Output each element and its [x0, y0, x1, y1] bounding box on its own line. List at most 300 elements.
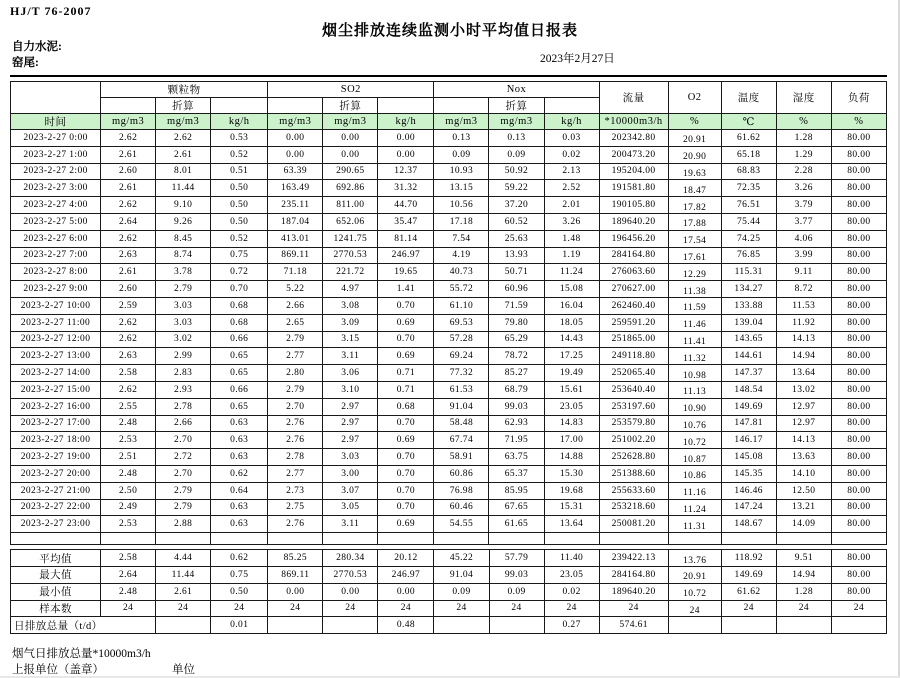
unit-label: 单位 — [172, 664, 195, 676]
value-cell: 11.24 — [544, 264, 599, 281]
time-cell: 2023-2-27 14:00 — [11, 365, 101, 382]
value-cell: 2.63 — [101, 247, 156, 264]
time-cell: 2023-2-27 20:00 — [11, 465, 101, 482]
value-cell: 4.06 — [776, 230, 831, 247]
time-cell: 2023-2-27 6:00 — [11, 230, 101, 247]
blank-cell — [323, 533, 378, 545]
summary-value-cell: 0.00 — [378, 583, 434, 600]
time-cell: 2023-2-27 9:00 — [11, 281, 101, 298]
value-cell: 80.00 — [831, 297, 886, 314]
value-cell: 2.65 — [268, 314, 323, 331]
empty-subheader — [211, 98, 268, 114]
value-cell: 71.18 — [268, 264, 323, 281]
value-cell: 2.97 — [323, 432, 378, 449]
value-cell: 80.00 — [831, 465, 886, 482]
value-cell: 221.72 — [323, 264, 378, 281]
value-cell: 147.24 — [721, 499, 776, 516]
value-cell: 2.59 — [101, 297, 156, 314]
value-cell: 4.97 — [323, 281, 378, 298]
value-cell: 63.39 — [268, 163, 323, 180]
value-cell: 1241.75 — [323, 230, 378, 247]
value-cell: 17.18 — [434, 213, 489, 230]
value-cell: 8.72 — [776, 281, 831, 298]
value-cell: 2.93 — [156, 381, 211, 398]
daily-total-cell — [831, 617, 886, 634]
value-cell: 14.10 — [776, 465, 831, 482]
summary-value-cell: 23.05 — [544, 566, 599, 583]
summary-value-cell: 13.76 — [668, 550, 721, 567]
value-cell: 869.11 — [268, 247, 323, 264]
value-cell: 0.53 — [211, 130, 268, 147]
summary-value-cell: 246.97 — [378, 566, 434, 583]
value-cell: 11.44 — [156, 180, 211, 197]
data-row — [11, 314, 887, 331]
value-cell: 3.02 — [156, 331, 211, 348]
value-cell: 9.10 — [156, 197, 211, 214]
value-cell: 0.69 — [378, 516, 434, 533]
value-cell: 3.26 — [544, 213, 599, 230]
summary-value-cell: 1.28 — [776, 583, 831, 600]
unit-cell: kg/h — [544, 114, 599, 130]
blank-cell — [668, 533, 721, 545]
header-o2: O2 — [668, 82, 721, 114]
summary-value-cell: 24 — [489, 600, 544, 617]
value-cell: 0.70 — [378, 482, 434, 499]
summary-label: 最小值 — [11, 583, 101, 600]
report-unit-label: 上报单位（盖章） — [12, 664, 104, 676]
value-cell: 62.93 — [489, 415, 544, 432]
summary-value-cell: 24 — [268, 600, 323, 617]
unit-cell: ℃ — [721, 114, 776, 130]
value-cell: 0.68 — [211, 314, 268, 331]
value-cell: 2.76 — [268, 516, 323, 533]
value-cell: 253579.80 — [599, 415, 668, 432]
value-cell: 81.14 — [378, 230, 434, 247]
value-cell: 31.32 — [378, 180, 434, 197]
value-cell: 12.29 — [668, 264, 721, 281]
summary-value-cell: 24 — [721, 600, 776, 617]
value-cell: 145.08 — [721, 449, 776, 466]
value-cell: 3.11 — [323, 516, 378, 533]
value-cell: 284164.80 — [599, 247, 668, 264]
daily-total-cell — [668, 617, 721, 634]
unit-cell: mg/m3 — [489, 114, 544, 130]
value-cell: 10.87 — [668, 449, 721, 466]
value-cell: 80.00 — [831, 230, 886, 247]
value-cell: 0.00 — [378, 130, 434, 147]
value-cell: 0.50 — [211, 180, 268, 197]
converted-subheader-pm: 折算 — [156, 98, 211, 114]
value-cell: 1.19 — [544, 247, 599, 264]
value-cell: 99.03 — [489, 398, 544, 415]
value-cell: 71.95 — [489, 432, 544, 449]
summary-row — [11, 600, 887, 617]
value-cell: 14.13 — [776, 432, 831, 449]
value-cell: 0.00 — [323, 146, 378, 163]
value-cell: 67.65 — [489, 499, 544, 516]
value-cell: 0.69 — [378, 314, 434, 331]
data-row — [11, 163, 887, 180]
value-cell: 80.00 — [831, 247, 886, 264]
value-cell: 60.52 — [489, 213, 544, 230]
value-cell: 10.56 — [434, 197, 489, 214]
value-cell: 3.06 — [323, 365, 378, 382]
value-cell: 80.00 — [831, 348, 886, 365]
value-cell: 91.04 — [434, 398, 489, 415]
value-cell: 134.27 — [721, 281, 776, 298]
value-cell: 0.70 — [378, 331, 434, 348]
summary-row — [11, 566, 887, 583]
value-cell: 1.41 — [378, 281, 434, 298]
blank-cell — [211, 533, 268, 545]
value-cell: 61.62 — [721, 130, 776, 147]
value-cell: 147.81 — [721, 415, 776, 432]
value-cell: 15.30 — [544, 465, 599, 482]
value-cell: 0.69 — [378, 348, 434, 365]
value-cell: 10.76 — [668, 415, 721, 432]
value-cell: 54.55 — [434, 516, 489, 533]
value-cell: 2.75 — [268, 499, 323, 516]
daily-total-cell: 0.01 — [211, 617, 268, 634]
value-cell: 68.79 — [489, 381, 544, 398]
value-cell: 58.48 — [434, 415, 489, 432]
value-cell: 14.09 — [776, 516, 831, 533]
standard-code: HJ/T 76-2007 — [10, 4, 92, 18]
value-cell: 23.05 — [544, 398, 599, 415]
value-cell: 60.96 — [489, 281, 544, 298]
value-cell: 13.21 — [776, 499, 831, 516]
value-cell: 10.86 — [668, 465, 721, 482]
value-cell: 25.63 — [489, 230, 544, 247]
value-cell: 0.71 — [378, 381, 434, 398]
blank-cell — [378, 533, 434, 545]
value-cell: 148.67 — [721, 516, 776, 533]
value-cell: 2.79 — [156, 281, 211, 298]
value-cell: 0.62 — [211, 465, 268, 482]
converted-subheader-nox: 折算 — [489, 98, 544, 114]
data-row — [11, 415, 887, 432]
value-cell: 0.52 — [211, 230, 268, 247]
value-cell: 12.97 — [776, 398, 831, 415]
time-cell: 2023-2-27 7:00 — [11, 247, 101, 264]
data-row — [11, 381, 887, 398]
value-cell: 80.00 — [831, 516, 886, 533]
value-cell: 2.60 — [101, 281, 156, 298]
value-cell: 13.02 — [776, 381, 831, 398]
value-cell: 2.78 — [156, 398, 211, 415]
value-cell: 2.48 — [101, 465, 156, 482]
value-cell: 251002.20 — [599, 432, 668, 449]
time-cell: 2023-2-27 3:00 — [11, 180, 101, 197]
value-cell: 19.65 — [378, 264, 434, 281]
summary-value-cell: 45.22 — [434, 550, 489, 567]
empty-subheader — [101, 98, 156, 114]
time-cell: 2023-2-27 5:00 — [11, 213, 101, 230]
value-cell: 3.05 — [323, 499, 378, 516]
value-cell: 11.41 — [668, 331, 721, 348]
value-cell: 2.70 — [156, 432, 211, 449]
value-cell: 652.06 — [323, 213, 378, 230]
unit-cell: mg/m3 — [101, 114, 156, 130]
summary-value-cell: 2.48 — [101, 583, 156, 600]
blank-cell — [101, 533, 156, 545]
flue-gas-total-note: 烟气日排放总量*10000m3/h — [12, 648, 151, 660]
value-cell: 14.94 — [776, 348, 831, 365]
data-row — [11, 297, 887, 314]
value-cell: 262460.40 — [599, 297, 668, 314]
empty-subheader — [378, 98, 434, 114]
value-cell: 79.80 — [489, 314, 544, 331]
daily-total-row — [11, 617, 887, 634]
value-cell: 290.65 — [323, 163, 378, 180]
value-cell: 75.44 — [721, 213, 776, 230]
value-cell: 0.50 — [211, 197, 268, 214]
value-cell: 2.60 — [101, 163, 156, 180]
value-cell: 253197.60 — [599, 398, 668, 415]
value-cell: 37.20 — [489, 197, 544, 214]
value-cell: 3.03 — [156, 297, 211, 314]
value-cell: 65.37 — [489, 465, 544, 482]
value-cell: 0.70 — [378, 499, 434, 516]
value-cell: 0.69 — [378, 432, 434, 449]
unit-cell: % — [831, 114, 886, 130]
summary-value-cell: 2.61 — [156, 583, 211, 600]
summary-value-cell: 0.09 — [489, 583, 544, 600]
value-cell: 3.03 — [156, 314, 211, 331]
report-table-area — [10, 81, 887, 634]
summary-value-cell: 189640.20 — [599, 583, 668, 600]
daily-total-cell: 574.61 — [599, 617, 668, 634]
blank-cell — [776, 533, 831, 545]
group-header-nox: Nox — [434, 82, 599, 98]
data-row — [11, 449, 887, 466]
value-cell: 250081.20 — [599, 516, 668, 533]
value-cell: 145.35 — [721, 465, 776, 482]
value-cell: 63.75 — [489, 449, 544, 466]
value-cell: 189640.20 — [599, 213, 668, 230]
summary-value-cell: 2.58 — [101, 550, 156, 567]
summary-value-cell: 61.62 — [721, 583, 776, 600]
daily-total-label: 日排放总量（t/d） — [11, 617, 156, 634]
value-cell: 2.66 — [156, 415, 211, 432]
value-cell: 0.52 — [211, 146, 268, 163]
daily-total-cell — [268, 617, 323, 634]
value-cell: 2.66 — [268, 297, 323, 314]
value-cell: 413.01 — [268, 230, 323, 247]
summary-table — [10, 549, 887, 634]
blank-cell — [11, 533, 101, 545]
company-label: 自力水泥: — [12, 41, 62, 53]
unit-cell: mg/m3 — [323, 114, 378, 130]
value-cell: 3.00 — [323, 465, 378, 482]
summary-value-cell: 149.69 — [721, 566, 776, 583]
summary-value-cell: 57.79 — [489, 550, 544, 567]
blank-cell — [831, 533, 886, 545]
value-cell: 80.00 — [831, 482, 886, 499]
value-cell: 15.31 — [544, 499, 599, 516]
value-cell: 80.00 — [831, 398, 886, 415]
report-date: 2023年2月27日 — [540, 53, 615, 65]
summary-value-cell: 24 — [156, 600, 211, 617]
value-cell: 20.91 — [668, 130, 721, 147]
value-cell: 0.70 — [211, 281, 268, 298]
data-row — [11, 432, 887, 449]
value-cell: 0.00 — [268, 130, 323, 147]
time-cell: 2023-2-27 4:00 — [11, 197, 101, 214]
data-row — [11, 130, 887, 147]
time-cell: 2023-2-27 16:00 — [11, 398, 101, 415]
value-cell: 10.90 — [668, 398, 721, 415]
summary-value-cell: 0.00 — [268, 583, 323, 600]
data-row — [11, 365, 887, 382]
value-cell: 80.00 — [831, 365, 886, 382]
value-cell: 57.28 — [434, 331, 489, 348]
value-cell: 2.97 — [323, 415, 378, 432]
value-cell: 11.53 — [776, 297, 831, 314]
summary-value-cell: 11.44 — [156, 566, 211, 583]
value-cell: 60.86 — [434, 465, 489, 482]
value-cell: 80.00 — [831, 213, 886, 230]
value-cell: 71.59 — [489, 297, 544, 314]
value-cell: 0.70 — [378, 449, 434, 466]
value-cell: 2.62 — [101, 130, 156, 147]
value-cell: 10.72 — [668, 432, 721, 449]
value-cell: 0.02 — [544, 146, 599, 163]
value-cell: 200473.20 — [599, 146, 668, 163]
value-cell: 2.48 — [101, 415, 156, 432]
value-cell: 80.00 — [831, 381, 886, 398]
value-cell: 195204.00 — [599, 163, 668, 180]
value-cell: 2.76 — [268, 432, 323, 449]
header-flow: 流量 — [599, 82, 668, 114]
value-cell: 2.55 — [101, 398, 156, 415]
time-cell: 2023-2-27 2:00 — [11, 163, 101, 180]
value-cell: 0.66 — [211, 331, 268, 348]
value-cell: 12.50 — [776, 482, 831, 499]
daily-total-cell: 0.27 — [544, 617, 599, 634]
value-cell: 3.09 — [323, 314, 378, 331]
value-cell: 4.19 — [434, 247, 489, 264]
summary-label: 最大值 — [11, 566, 101, 583]
value-cell: 11.24 — [668, 499, 721, 516]
daily-total-cell — [489, 617, 544, 634]
value-cell: 0.65 — [211, 365, 268, 382]
value-cell: 249118.80 — [599, 348, 668, 365]
value-cell: 3.07 — [323, 482, 378, 499]
daily-total-cell — [156, 617, 211, 634]
value-cell: 17.00 — [544, 432, 599, 449]
value-cell: 19.68 — [544, 482, 599, 499]
value-cell: 11.31 — [668, 516, 721, 533]
value-cell: 2.79 — [268, 381, 323, 398]
value-cell: 19.49 — [544, 365, 599, 382]
summary-value-cell: 24 — [323, 600, 378, 617]
value-cell: 2.28 — [776, 163, 831, 180]
value-cell: 235.11 — [268, 197, 323, 214]
value-cell: 3.15 — [323, 331, 378, 348]
value-cell: 143.65 — [721, 331, 776, 348]
summary-value-cell: 24 — [378, 600, 434, 617]
value-cell: 40.73 — [434, 264, 489, 281]
summary-value-cell: 0.00 — [323, 583, 378, 600]
value-cell: 2.61 — [156, 146, 211, 163]
value-cell: 14.13 — [776, 331, 831, 348]
data-row — [11, 398, 887, 415]
summary-value-cell: 11.40 — [544, 550, 599, 567]
value-cell: 2.61 — [101, 180, 156, 197]
value-cell: 163.49 — [268, 180, 323, 197]
value-cell: 2.77 — [268, 465, 323, 482]
value-cell: 80.00 — [831, 163, 886, 180]
time-cell: 2023-2-27 18:00 — [11, 432, 101, 449]
value-cell: 35.47 — [378, 213, 434, 230]
value-cell: 0.70 — [378, 465, 434, 482]
value-cell: 0.51 — [211, 163, 268, 180]
value-cell: 2.13 — [544, 163, 599, 180]
value-cell: 85.95 — [489, 482, 544, 499]
time-header: 时间 — [11, 114, 101, 130]
data-row — [11, 465, 887, 482]
value-cell: 3.78 — [156, 264, 211, 281]
summary-value-cell: 0.09 — [434, 583, 489, 600]
value-cell: 253218.60 — [599, 499, 668, 516]
summary-value-cell: 24 — [544, 600, 599, 617]
value-cell: 692.86 — [323, 180, 378, 197]
value-cell: 148.54 — [721, 381, 776, 398]
value-cell: 3.99 — [776, 247, 831, 264]
value-cell: 55.72 — [434, 281, 489, 298]
value-cell: 2.79 — [156, 482, 211, 499]
value-cell: 69.53 — [434, 314, 489, 331]
value-cell: 0.63 — [211, 432, 268, 449]
time-cell: 2023-2-27 1:00 — [11, 146, 101, 163]
time-header-spacer — [11, 82, 101, 114]
value-cell: 80.00 — [831, 197, 886, 214]
value-cell: 67.74 — [434, 432, 489, 449]
value-cell: 15.61 — [544, 381, 599, 398]
empty-subheader — [544, 98, 599, 114]
value-cell: 68.83 — [721, 163, 776, 180]
value-cell: 0.68 — [378, 398, 434, 415]
summary-value-cell: 24 — [776, 600, 831, 617]
value-cell: 61.65 — [489, 516, 544, 533]
value-cell: 0.63 — [211, 449, 268, 466]
value-cell: 2.73 — [268, 482, 323, 499]
value-cell: 115.31 — [721, 264, 776, 281]
value-cell: 0.71 — [378, 365, 434, 382]
value-cell: 0.13 — [489, 130, 544, 147]
value-cell: 2.62 — [101, 314, 156, 331]
header-divider — [10, 75, 887, 77]
value-cell: 3.10 — [323, 381, 378, 398]
value-cell: 80.00 — [831, 130, 886, 147]
value-cell: 5.22 — [268, 281, 323, 298]
value-cell: 0.63 — [211, 516, 268, 533]
summary-value-cell: 2.64 — [101, 566, 156, 583]
time-cell: 2023-2-27 22:00 — [11, 499, 101, 516]
summary-value-cell: 80.00 — [831, 566, 886, 583]
time-cell: 2023-2-27 15:00 — [11, 381, 101, 398]
value-cell: 0.66 — [211, 381, 268, 398]
value-cell: 270627.00 — [599, 281, 668, 298]
value-cell: 3.11 — [323, 348, 378, 365]
value-cell: 11.13 — [668, 381, 721, 398]
value-cell: 1.48 — [544, 230, 599, 247]
value-cell: 252065.40 — [599, 365, 668, 382]
unit-cell: mg/m3 — [268, 114, 323, 130]
value-cell: 72.35 — [721, 180, 776, 197]
unit-cell: *10000m3/h — [599, 114, 668, 130]
